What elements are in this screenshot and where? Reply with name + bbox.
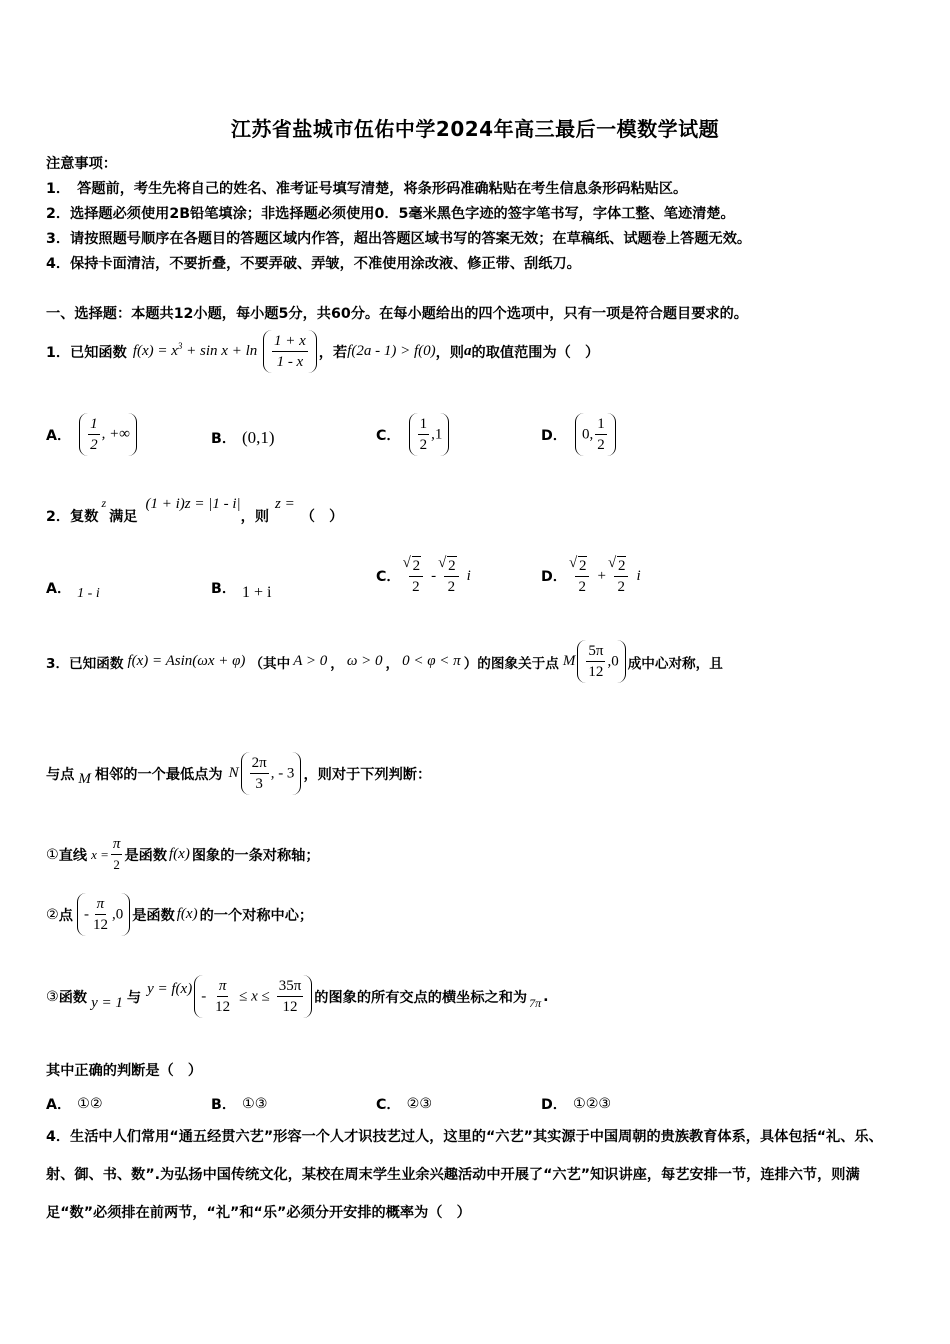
section-1-heading: 一、选择题：本题共12小题，每小题5分，共60分。在每小题给出的四个选项中，只有一项是符合题目要求的。 bbox=[46, 306, 748, 322]
q1-function: $f(x) = x^3 + \sin x + \ln$ $\frac{1 + x}{1 - x}$ bbox=[133, 330, 319, 373]
q1-option-b[interactable]: B． (0,1) bbox=[211, 428, 275, 447]
question-1: 1．已知函数 $f(x) = x^3 + \sin x + \ln$ $\frac{1 + x}{1 - x}$ ，若 f(2a - 1) > f(0) ，则 a 的取值范围为（ ） bbox=[46, 330, 599, 373]
q3-option-a[interactable]: A． ①② bbox=[46, 1096, 103, 1113]
notice-item-1: 1． 答题前，考生先将自己的姓名、准考证号填写清楚，将条形码准确粘贴在考生信息条形码粘贴区。 bbox=[46, 181, 688, 197]
q2-option-b[interactable]: B． 1 + i bbox=[211, 581, 272, 601]
judgement-3: ③ 函数 y = 1 与 y = f(x) - $\frac{\pi}{12}$ ≤ x ≤ $\frac{35\pi}{12}$ 的图象的所有交点的横坐标之和为 7π . bbox=[46, 975, 549, 1018]
judgement-2: ② 点 - $\frac{\pi}{12}$ ,0 是函数 f(x) 的一个对称中心； bbox=[46, 893, 313, 936]
q2-equation: (1 + i)z = |1 - i| bbox=[145, 496, 241, 512]
question-2: 2．复数 z 满足 (1 + i)z = |1 - i| ，则 z = （ ） bbox=[46, 496, 344, 525]
q1-option-c[interactable]: C． $\frac{1}{2}$ ,1 bbox=[376, 413, 451, 456]
notice-heading: 注意事项： bbox=[46, 156, 117, 172]
question-3-ask: 其中正确的判断是（ ） bbox=[46, 1063, 203, 1079]
q3-option-d[interactable]: D． ①②③ bbox=[541, 1096, 612, 1113]
notice-item-4: 4．保持卡面清洁，不要折叠，不要弄破、弄皱，不准使用涂改液、修正带、刮纸刀。 bbox=[46, 256, 581, 272]
notice-item-3: 3．请按照题号顺序在各题目的答题区域内作答，超出答题区域书写的答案无效；在草稿纸、试题卷上答题无效。 bbox=[46, 231, 752, 247]
exam-title: 江苏省盐城市伍佑中学2024年高三最后一模数学试题 bbox=[230, 117, 720, 141]
q1-number: 1．已知函数 bbox=[46, 344, 127, 361]
q3-option-c[interactable]: C． ②③ bbox=[376, 1096, 433, 1113]
q2-option-c[interactable]: C． √ $\frac{2}{2}$ - √ $\frac{2}{2}$ i bbox=[376, 556, 471, 596]
question-3-line-2: 与点 M 相邻的一个最低点为 N $\frac{2\pi}{3}$ , - 3 ，则对于下列判断： bbox=[46, 752, 431, 795]
q2-option-a[interactable]: A． 1 - i bbox=[46, 581, 100, 601]
q2-option-d[interactable]: D． √ $\frac{2}{2}$ + √ $\frac{2}{2}$ i bbox=[541, 556, 641, 596]
q1-option-d[interactable]: D． 0, $\frac{1}{2}$ bbox=[541, 413, 618, 456]
notice-item-2: 2．选择题必须使用2B铅笔填涂；非选择题必须使用0．5毫米黑色字迹的签字笔书写，字体工整、笔迹清楚。 bbox=[46, 206, 735, 222]
question-3: 3．已知函数 f(x) = Asin(ωx + φ) （其中 A > 0 ， ω > 0 ， 0 < φ < π ）的图象关于点 M $\frac{5\pi}{12}$ ,0 成中心对称，且 bbox=[46, 640, 723, 683]
q1-condition: f(2a - 1) > f(0) bbox=[347, 343, 436, 359]
judgement-1: ① 直线 x = $\frac{\pi}{2}$ 是函数 f(x) 图象的一条对称轴； bbox=[46, 836, 320, 872]
q3-option-b[interactable]: B． ①③ bbox=[211, 1096, 268, 1113]
question-4: 4．生活中人们常用“通五经贯六艺”形容一个人才识技艺过人，这里的“六艺”其实源于中国周朝的贵族教育体系，具体包括“礼、乐、射、御、书、数”.为弘扬中国传统文化，某校在周末学生业余兴趣活动中开展了“六艺”知识讲座，每艺安排一节，连排六节，则满足“数”必须排在前两节，“礼”和“乐”必须分开安排的概率为（ ） bbox=[46, 1129, 883, 1221]
q1-option-a[interactable]: A． $\frac{1}{2}$ , +∞ bbox=[46, 413, 139, 456]
